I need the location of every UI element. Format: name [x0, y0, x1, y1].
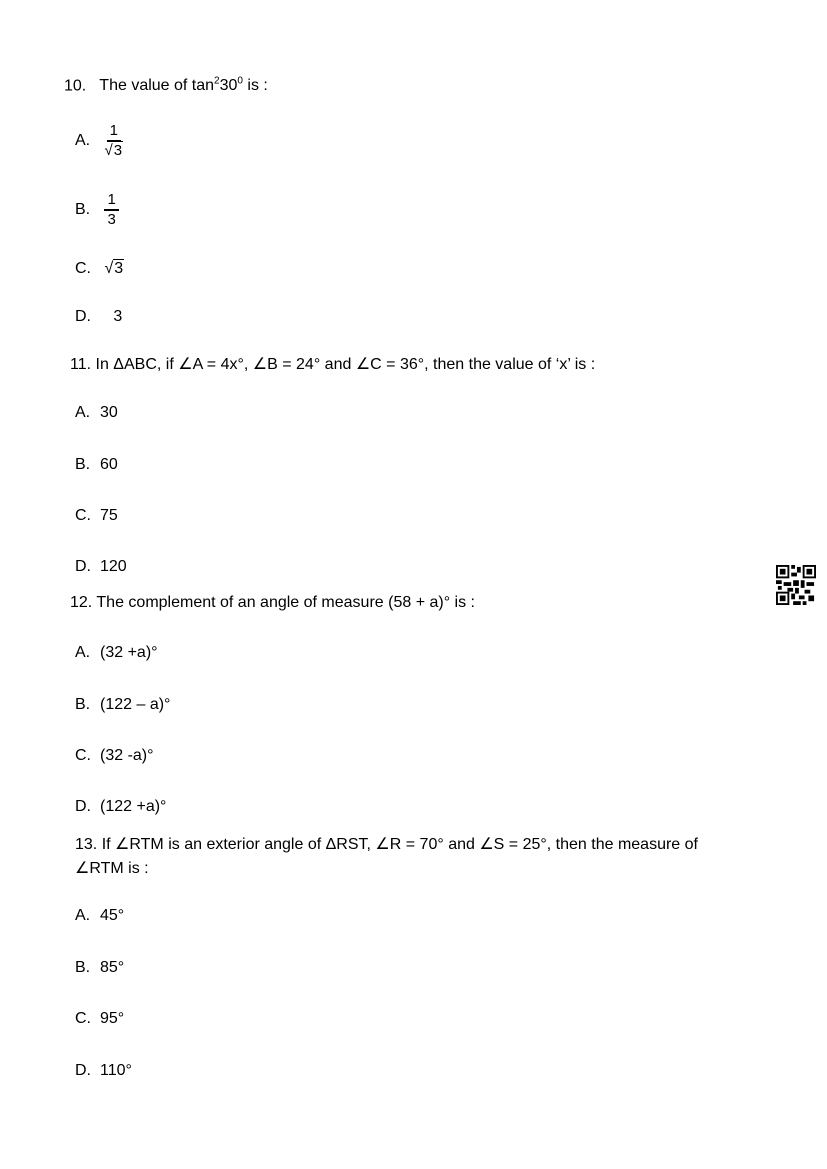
option-value: 120 [100, 558, 127, 575]
option-label: D. [75, 308, 91, 325]
option-13-c [75, 1010, 124, 1028]
option-10-b [75, 191, 119, 229]
question-number: 11. [70, 356, 92, 373]
option-label: D. [75, 1062, 91, 1079]
option-12-b [75, 696, 170, 714]
question-number: 10. [64, 77, 87, 95]
question-text: The complement of an angle of measure (58 + a)° is : [96, 594, 475, 611]
option-value: 75 [100, 507, 118, 524]
option-label: C. [75, 1010, 91, 1027]
fraction: $\frac{1}{3}$ [104, 191, 118, 229]
question-12 [70, 594, 475, 612]
option-label: C. [75, 747, 91, 764]
option-value: (32 -a)° [100, 747, 154, 764]
question-number: 13. [75, 836, 98, 853]
option-value: 45° [100, 907, 125, 924]
option-label: C. [75, 507, 91, 524]
option-value: 3 [113, 308, 123, 325]
option-label: B. [75, 959, 91, 976]
option-value: 95° [100, 1010, 125, 1027]
option-label: A. [75, 907, 91, 924]
option-label: A. [75, 132, 91, 150]
square-root: √3 [104, 260, 124, 277]
question-text: In ΔABC, if ∠A = 4x°, ∠B = 24° and ∠C = 36°, then the value of ‘x’ is : [95, 356, 596, 373]
option-12-c [75, 747, 154, 765]
option-13-d [75, 1062, 132, 1080]
option-label: A. [75, 404, 91, 421]
option-value: 85° [100, 959, 125, 976]
option-11-c [75, 507, 118, 525]
qr-code-icon [776, 565, 816, 605]
question-10 [64, 76, 268, 95]
option-value: 60 [100, 456, 118, 473]
option-12-a [75, 644, 158, 662]
option-label: C. [75, 260, 91, 277]
fraction: $\frac{1}{√3}$ [104, 122, 123, 159]
option-11-d [75, 558, 127, 576]
question-13 [75, 834, 698, 854]
question-13-line-2: ∠RTM is : [75, 860, 149, 877]
option-10-c [75, 260, 124, 278]
option-label: B. [75, 696, 91, 713]
option-13-a [75, 907, 124, 925]
option-value: (122 – a)° [100, 696, 171, 713]
question-text: The value of $\tan^230^0$ is : [99, 76, 268, 95]
option-10-a [75, 122, 123, 160]
option-label: D. [75, 798, 91, 815]
question-11 [70, 354, 595, 374]
option-label: B. [75, 456, 91, 473]
option-13-b [75, 959, 124, 977]
option-11-a [75, 404, 118, 422]
question-text: If ∠RTM is an exterior angle of ΔRST, ∠R = 70° and ∠S = 25°, then the measure of [101, 836, 698, 853]
option-value: (32 +a)° [100, 644, 158, 661]
option-value: 110° [100, 1062, 132, 1079]
option-label: B. [75, 201, 91, 219]
option-12-d [75, 798, 166, 816]
option-label: A. [75, 644, 91, 661]
option-label: D. [75, 558, 91, 575]
option-10-d [75, 308, 122, 326]
option-11-b [75, 456, 118, 474]
question-number: 12. [70, 594, 93, 611]
option-value: 30 [100, 404, 118, 421]
option-value: (122 +a)° [100, 798, 167, 815]
